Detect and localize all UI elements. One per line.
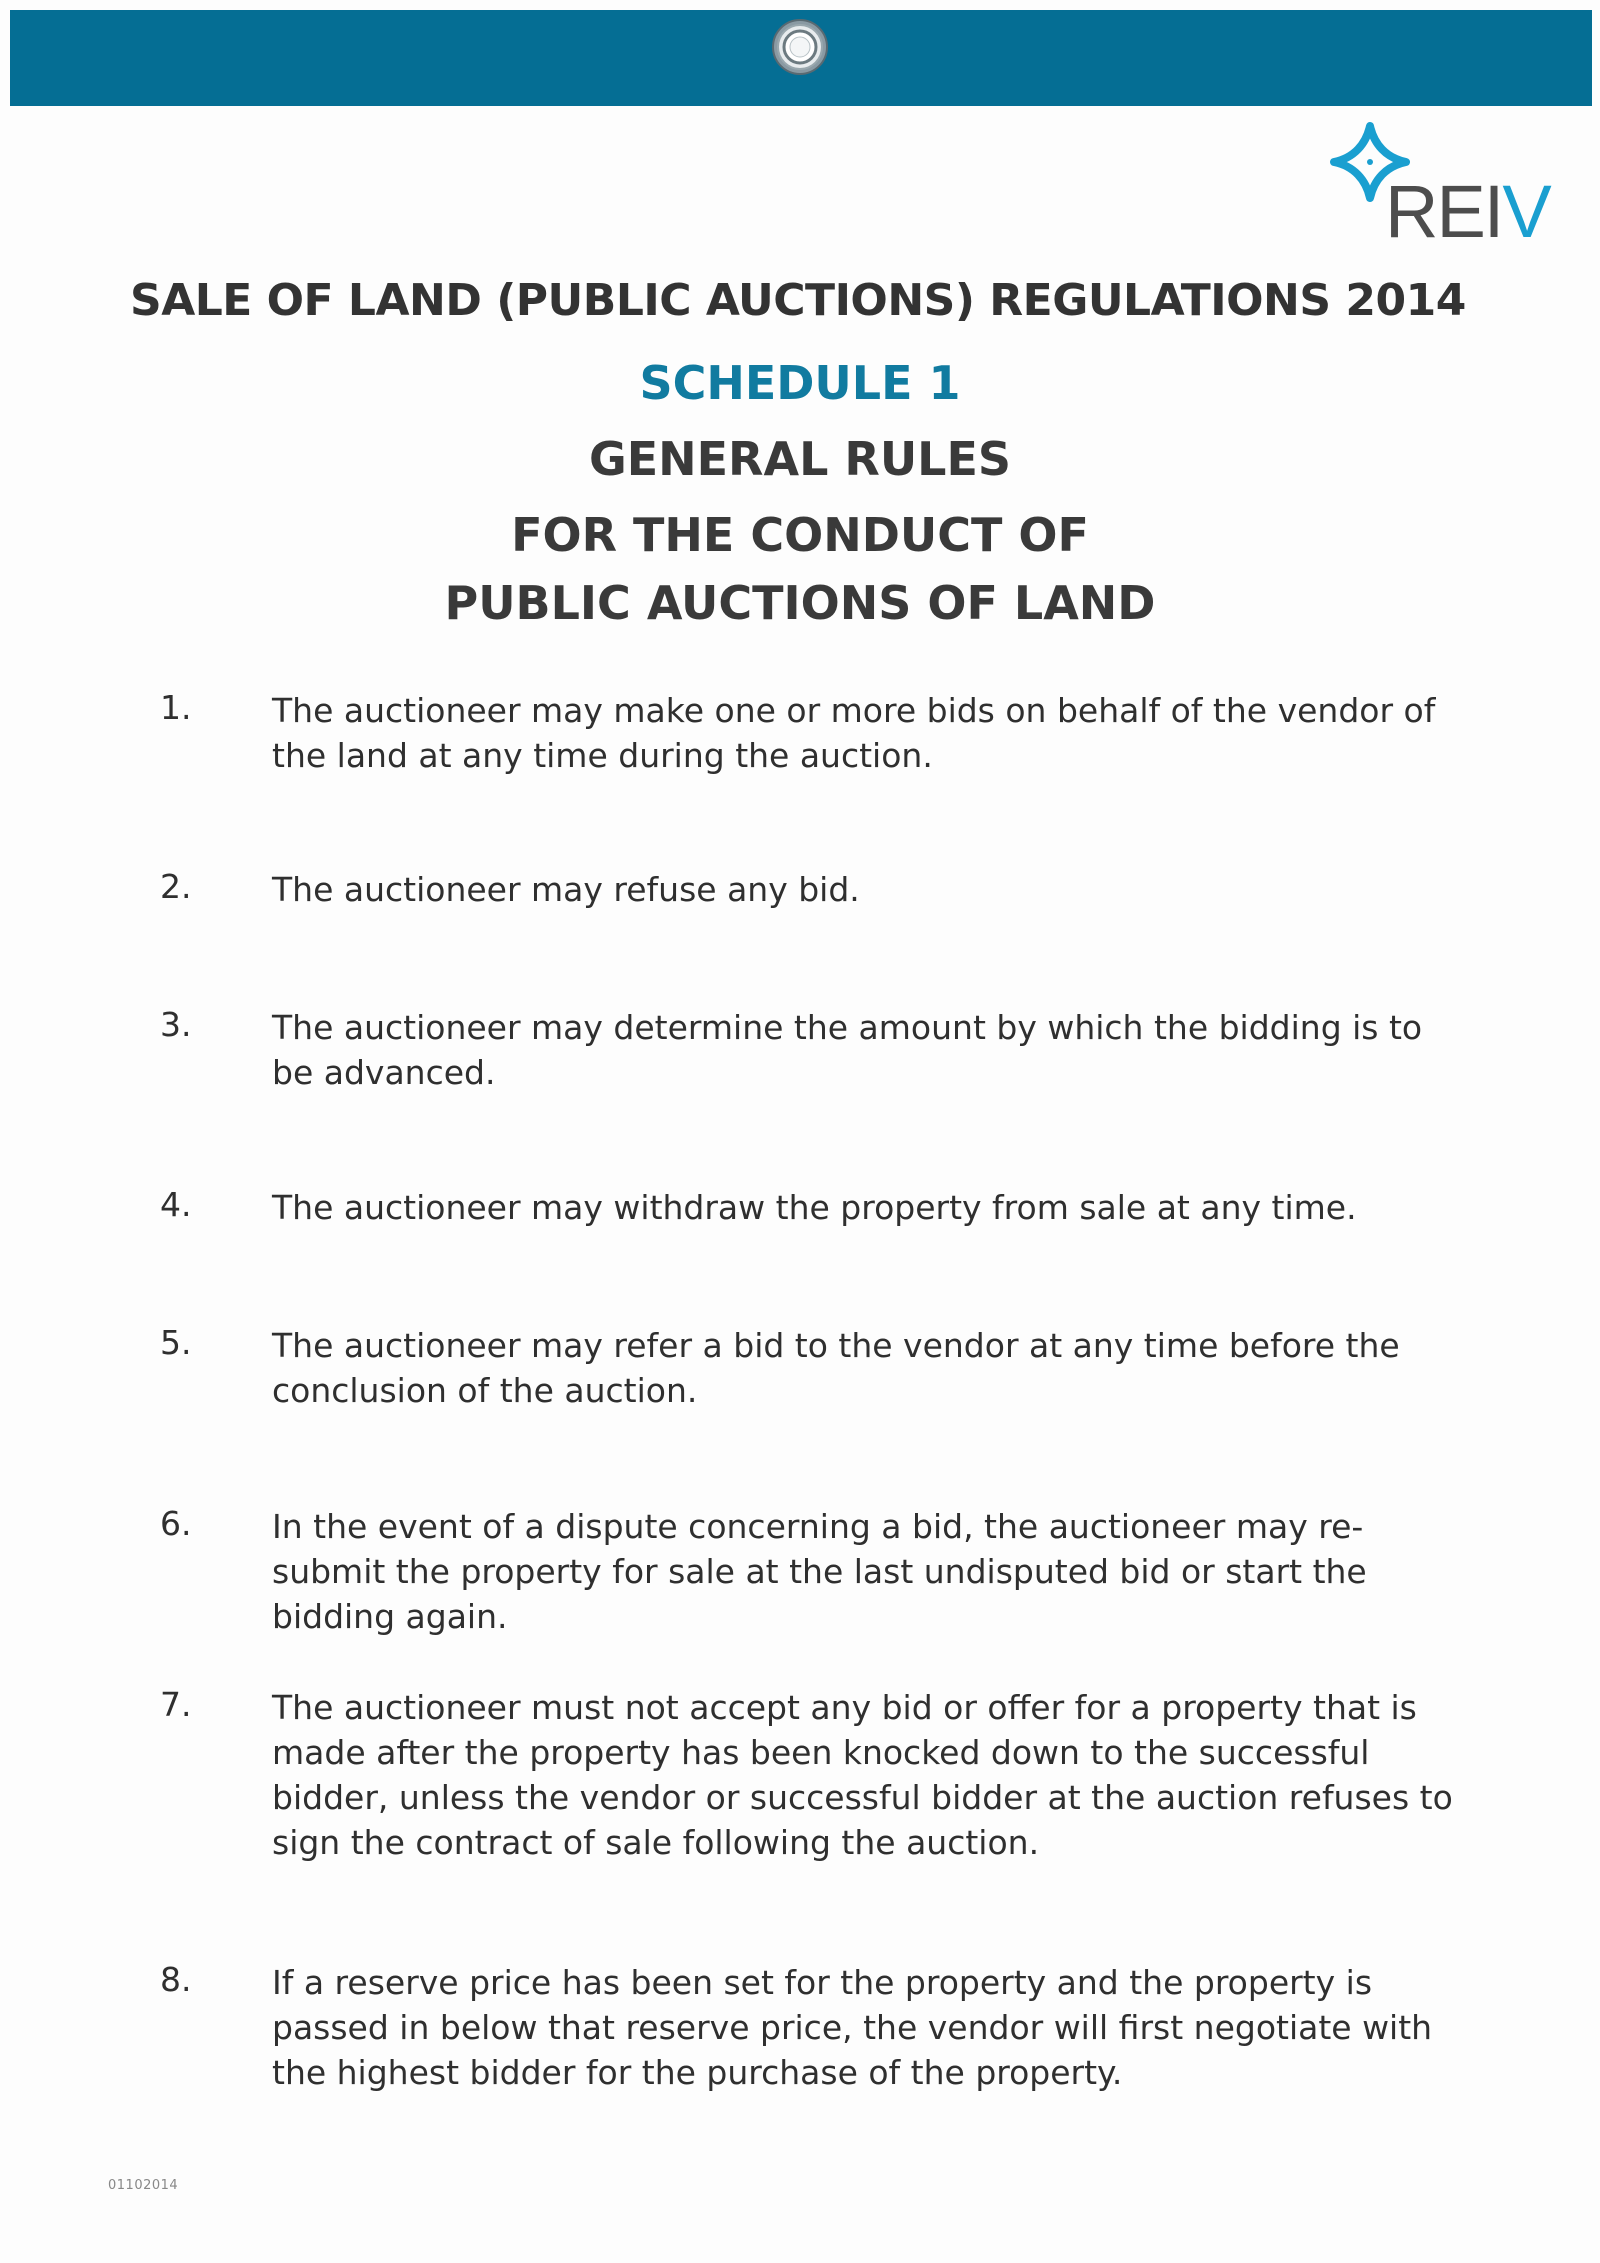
rule-text: The auctioneer may make one or more bids on behalf of the vendor of the land at any time during the auction. [272, 691, 1436, 775]
schedule-heading: SCHEDULE 1 [639, 356, 961, 410]
rule-text: The auctioneer must not accept any bid or offer for a property that is made after the property has been knocked down to the successful bidder, unless the vendor or successful bidder at the auction refuses to sign the contract of sale following the auction. [272, 1688, 1453, 1862]
document-title: SALE OF LAND (PUBLIC AUCTIONS) REGULATIONS 2014 [130, 275, 1466, 326]
rule-text: If a reserve price has been set for the property and the property is passed in below that reserve price, the vendor will first negotiate with the highest bidder for the purchase of the property. [272, 1963, 1433, 2092]
rule-number: 8. [160, 1960, 192, 1999]
rule-number: 2. [160, 867, 192, 906]
logo-rei: REI [1385, 170, 1503, 253]
rule-number: 3. [160, 1005, 192, 1044]
rule-number: 4. [160, 1185, 192, 1224]
reiv-logo-text [1385, 170, 1550, 253]
rule-text: In the event of a dispute concerning a bid, the auctioneer may re-submit the property for sale at the last undisputed bid or start the bidding again. [272, 1507, 1367, 1636]
grommet-icon [770, 17, 830, 77]
subtitle-line-3: PUBLIC AUCTIONS OF LAND [444, 576, 1156, 630]
subtitle-line-1: GENERAL RULES [588, 432, 1012, 486]
rule-number: 1. [160, 688, 192, 727]
logo-v: V [1502, 170, 1550, 253]
rule-number: 6. [160, 1504, 192, 1543]
rule-text: The auctioneer may withdraw the property from sale at any time. [272, 1188, 1357, 1227]
rule-number: 7. [160, 1685, 192, 1724]
rule-text: The auctioneer may determine the amount by which the bidding is to be advanced. [272, 1008, 1423, 1092]
rule-text: The auctioneer may refuse any bid. [272, 870, 860, 909]
rule-number: 5. [160, 1323, 192, 1362]
footer-code: 01102014 [108, 2178, 179, 2193]
subtitle-line-2: FOR THE CONDUCT OF [511, 508, 1089, 562]
rule-text: The auctioneer may refer a bid to the vendor at any time before the conclusion of the auction. [272, 1326, 1400, 1410]
